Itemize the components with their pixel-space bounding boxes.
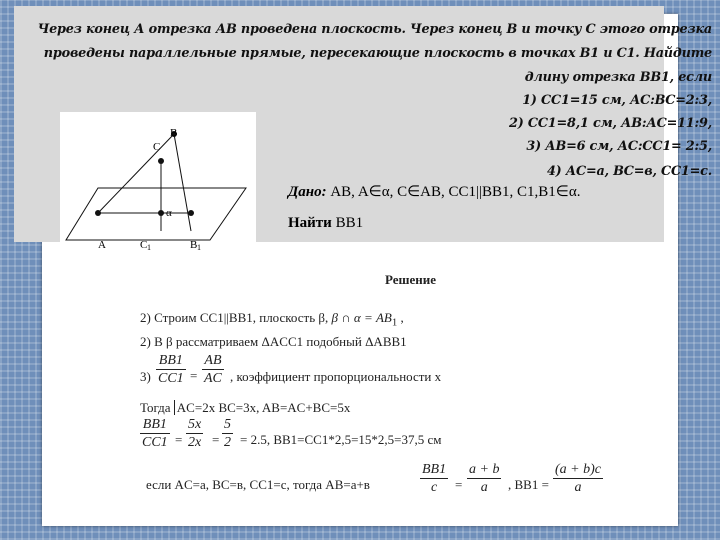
label-b1-sub: 1 (197, 243, 201, 252)
geometry-figure (60, 112, 256, 258)
label-b: B (170, 127, 178, 139)
if-mid: , BB1 = (508, 477, 549, 492)
then-label: Тогда (140, 400, 171, 415)
step-3-frac-1-num: BB1 (156, 352, 186, 370)
plane-alpha (66, 188, 246, 240)
step-3-fraction-2 (202, 352, 224, 387)
calc-text: = 2.5, BB1=CC1*2,5=15*2,5=37,5 см (240, 432, 442, 447)
if-frac-3-num: (a + b)c (555, 462, 601, 477)
label-c: C (153, 141, 161, 153)
problem-line-7: 4) АС=а, ВС=в, СС1=с. (546, 164, 712, 179)
if-frac-1-den: c (430, 480, 438, 495)
if-fraction-1 (420, 461, 448, 496)
then-text: AC=2x BC=3x, AB=AC+BC=5x (174, 400, 351, 415)
calc-frac-2-den: 2x (188, 435, 202, 450)
step-3-frac-2-den: AC (204, 371, 222, 386)
point-a (95, 210, 101, 216)
figure-svg (60, 112, 256, 258)
problem-line-5: 2) СС1=8,1 см, АВ:АС=11:9, (509, 116, 712, 131)
if-fraction-3 (553, 461, 603, 496)
label-alpha: α (166, 207, 172, 219)
step-3-text: , коэффициент пропорциональности х (230, 369, 442, 384)
calc-frac-1-num: BB1 (140, 416, 170, 434)
label-c1: C (140, 239, 148, 251)
label-c1-sub: 1 (147, 243, 151, 252)
calc-fraction-1 (140, 416, 170, 451)
line-bb1 (174, 134, 191, 231)
problem-line-6: 3) АВ=6 см, АС:СС1= 2:5, (526, 139, 712, 154)
then-line (140, 400, 350, 416)
find-label: Найти (288, 215, 332, 231)
if-frac-3-den: a (574, 480, 582, 495)
solution-step-1 (140, 310, 404, 329)
if-frac-2-num: a + b (469, 462, 500, 477)
calc-frac-1-den: CC1 (142, 435, 168, 450)
find-line (288, 215, 363, 232)
step-3-eq: = (190, 368, 198, 383)
if-frac-1-num: BB1 (422, 462, 447, 477)
problem-line-3: длину отрезка ВВ1, если (524, 70, 712, 85)
point-c (158, 158, 164, 164)
step-3-prefix: 3) (140, 369, 151, 384)
calc-fraction-3 (222, 416, 233, 451)
calc-frac-3-den: 2 (224, 435, 231, 450)
given-text: AB, A∈α, C∈AB, CC1||BB1, C1,B1∈α. (330, 184, 581, 200)
label-a: A (98, 239, 106, 251)
point-c1 (158, 210, 164, 216)
solution-step-2: 2) В β рассматриваем ΔACC1 подобный ΔABB1 (140, 334, 407, 349)
step-1-text: 2) Строим CC1||BB1, плоскость β, (140, 310, 329, 325)
step-3-frac-1-den: CC1 (158, 371, 184, 386)
step-1-math: β ∩ α = AB (331, 310, 392, 325)
calc-frac-2-num: 5x (188, 417, 202, 432)
if-fraction-2 (467, 461, 501, 496)
step-3-frac-2-num: AB (202, 352, 224, 370)
problem-line-1: Через конец А отрезка АВ проведена плоскость. Через конец В и точку С этого отрезка (37, 22, 712, 37)
calc-eq-2: = (212, 432, 220, 447)
solution-title: Решение (385, 272, 437, 287)
if-text: если AC=a, BC=в, CC1=c, тогда AB=a+в (146, 477, 370, 492)
if-eq: = (455, 477, 463, 492)
calc-fraction-2 (186, 416, 203, 451)
given-line (288, 182, 580, 201)
given-label: Дано: (288, 184, 327, 200)
problem-line-4: 1) СС1=15 см, АС:ВС=2:3, (522, 93, 712, 108)
if-frac-2-den: a (480, 480, 488, 495)
calc-eq-1: = (175, 432, 183, 447)
problem-line-2: проведены параллельные прямые, пересекающие плоскость в точках В1 и С1. Найдите (43, 46, 712, 61)
find-text: BB1 (335, 215, 364, 231)
step-1-sub: 1 (391, 316, 398, 329)
step-3-fraction-1 (156, 352, 186, 387)
point-b1 (188, 210, 194, 216)
step-1-end: , (400, 310, 404, 325)
label-b1: B (190, 239, 198, 251)
calc-frac-3-num: 5 (224, 417, 231, 432)
segment-ab (98, 134, 174, 213)
